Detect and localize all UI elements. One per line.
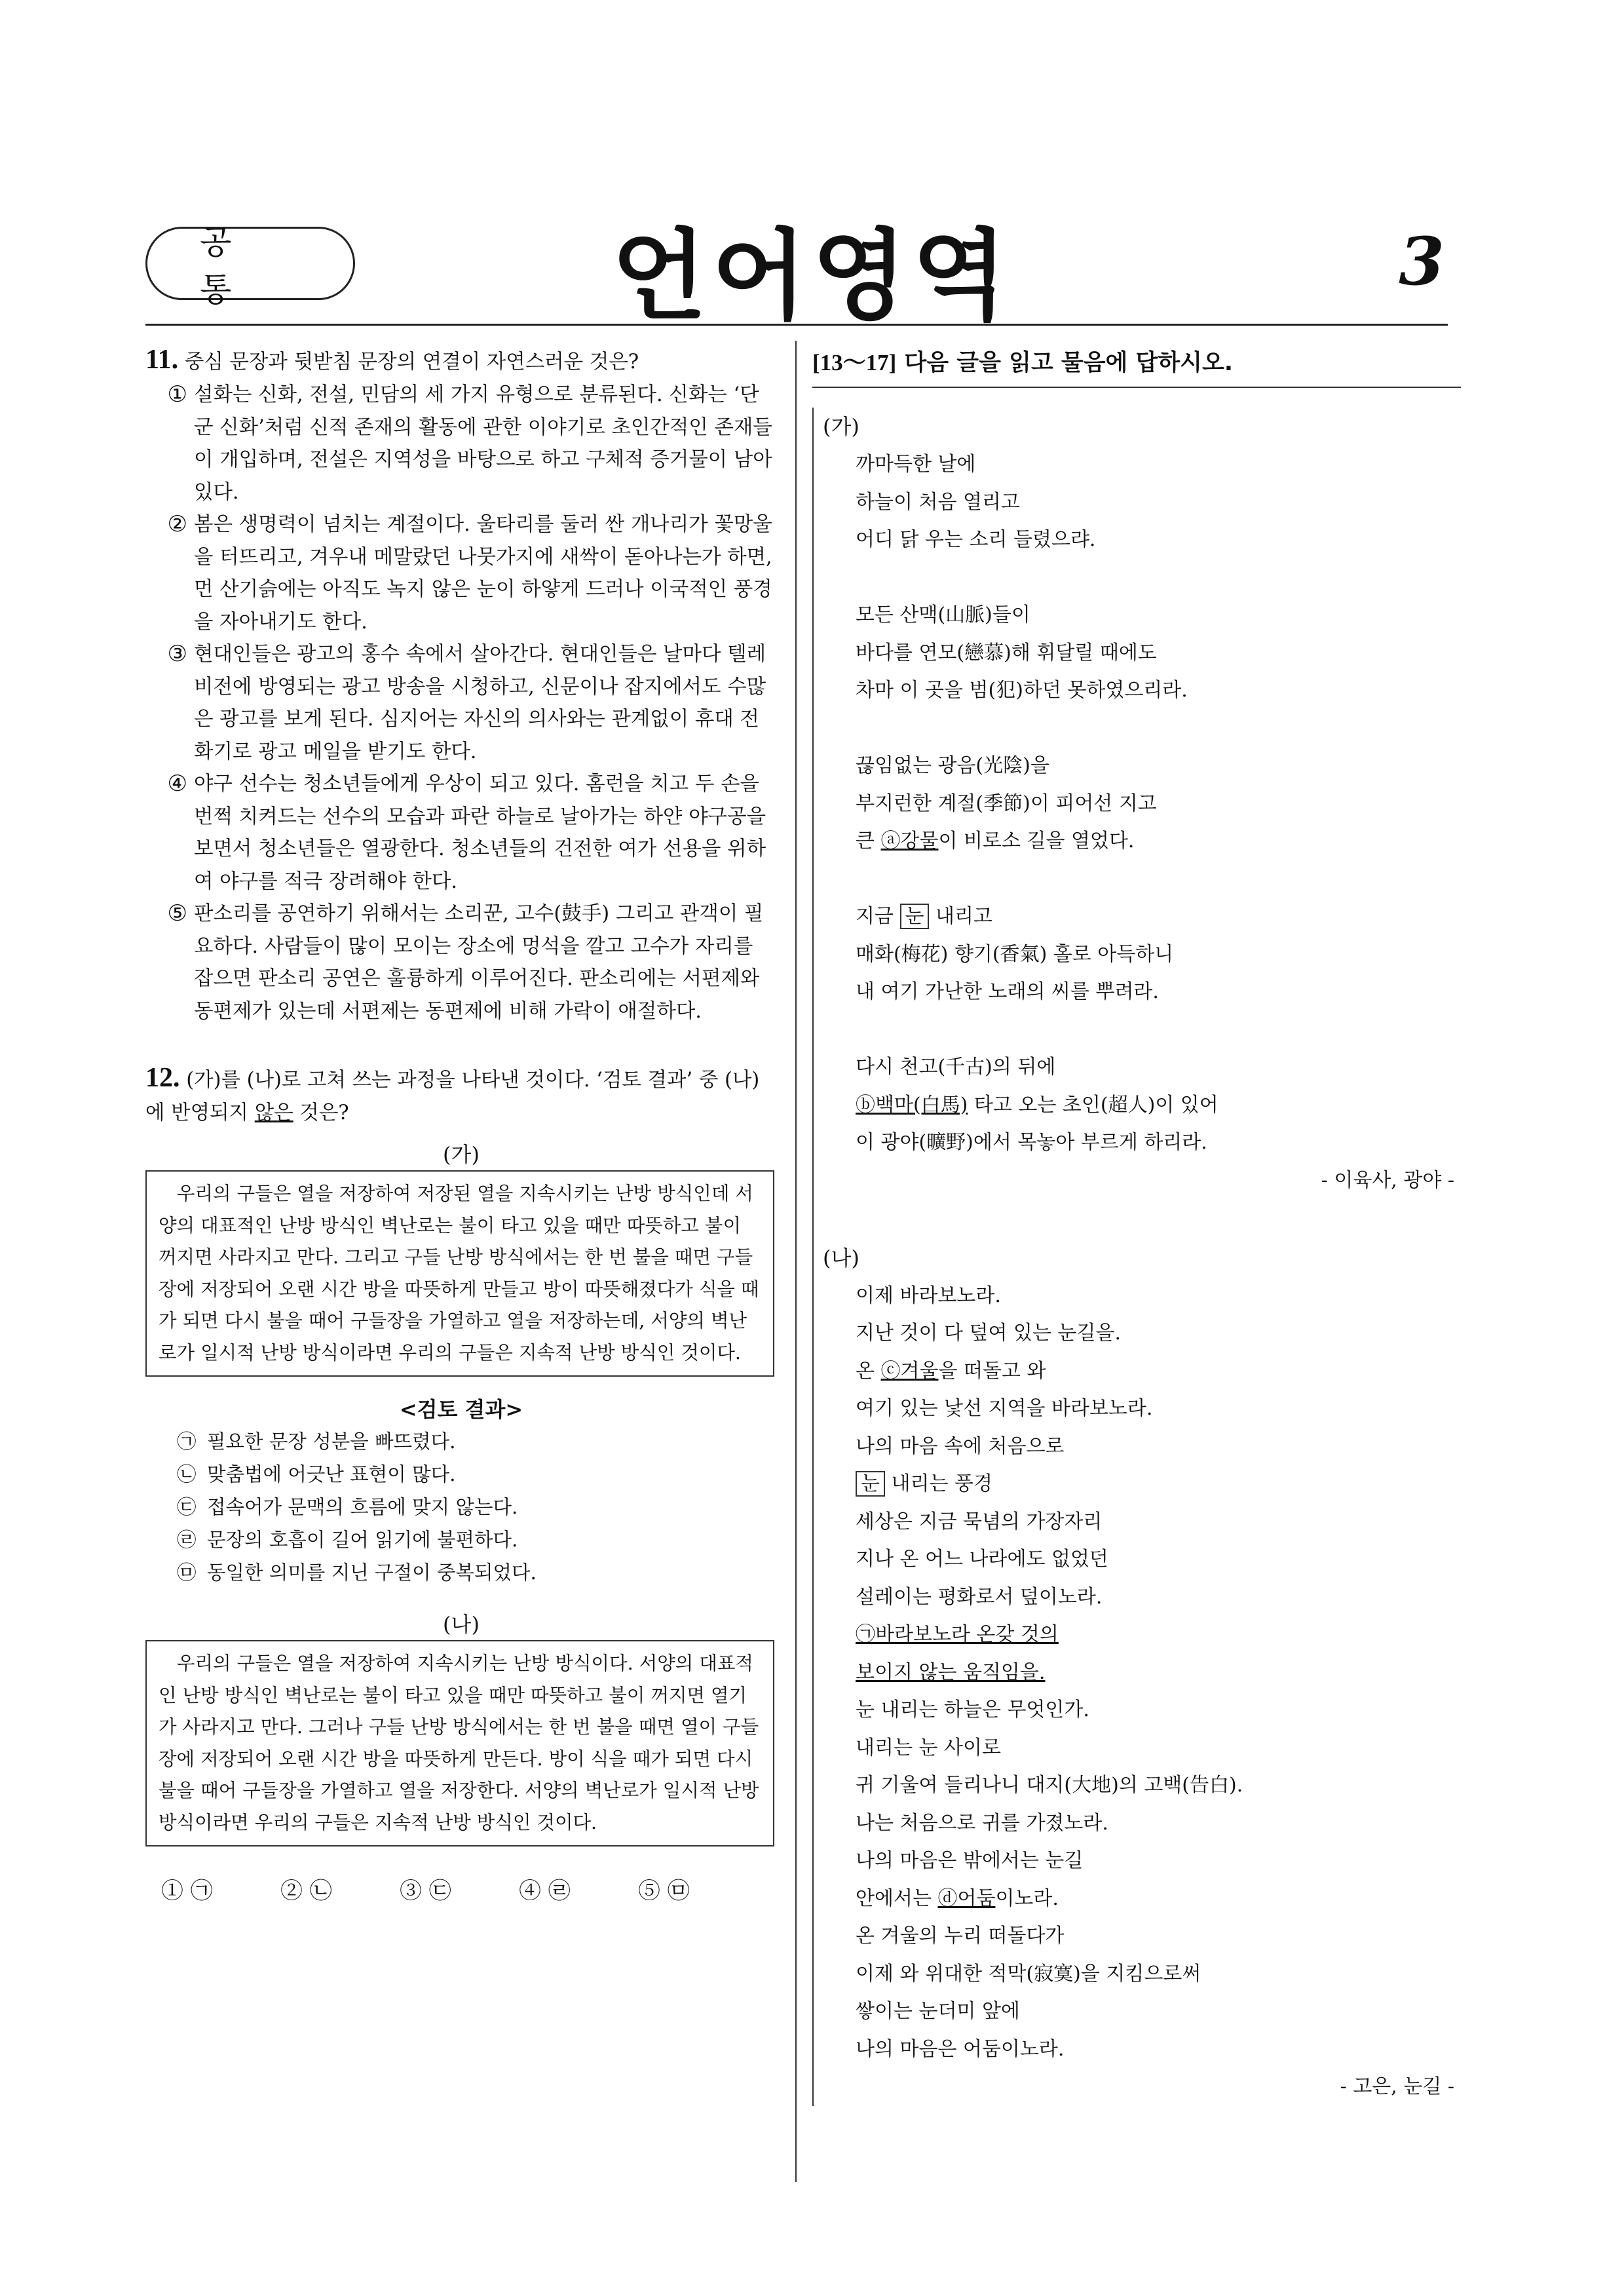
text-part: 온 (856, 1359, 881, 1383)
stanza-break (833, 710, 1461, 748)
boxed-word-snow: 눈 (856, 1471, 885, 1497)
answer-option-2[interactable]: ② ㉡ (280, 1878, 332, 1904)
poem-line: 이 광야(曠野)에서 목놓아 부르게 하리라. (856, 1131, 1207, 1154)
text-part: 이노라. (995, 1886, 1059, 1910)
section-gap (833, 1200, 1461, 1239)
poem-line (833, 1465, 1461, 1503)
poem-line: 설레이는 평화로서 덮이노라. (856, 1585, 1103, 1609)
choice-3[interactable] (145, 638, 777, 768)
instruction-range: [13～17] (812, 350, 897, 375)
poem-line: 나의 마음 속에 처음으로 (856, 1434, 1065, 1458)
right-column (812, 343, 1461, 2106)
poem-line (833, 1352, 1461, 1390)
marked-word-a: ⓐ강물 (880, 830, 939, 852)
question-number: 12. (145, 1063, 180, 1093)
poem-line: 바다를 연모(戀慕)해 휘달릴 때에도 (856, 641, 1157, 664)
choice-text: 야구 선수는 청소년들에게 우상이 되고 있다. 홈런을 치고 두 손을 번쩍 치켜드는 선수의 모습과 파란 하늘로 날아가는 하얀 야구공을 보면서 청소년들은 열광한다. 청소년들의 건전한 여가 선용을 위하여 야구를 적극 장려해야 한다. (194, 773, 766, 893)
text-part: 큰 (856, 830, 881, 852)
poem-line: 세상은 지금 묵념의 가장자리 (856, 1510, 1103, 1533)
choice-text: 판소리를 공연하기 위해서는 소리꾼, 고수(鼓手) 그리고 관객이 필요하다. 사람들이 많이 모이는 장소에 멍석을 깔고 고수가 자리를 잡으면 판소리 공연은 훌륭하게 이루어진다. 판소리에는 서편제와 동편제가 있는데 서편제는 동편제에 비해 가락이 애절하다. (194, 902, 764, 1023)
poem-label-na: (나) (823, 1245, 859, 1271)
choice-mark: ④ (167, 771, 187, 797)
review-item (177, 1523, 777, 1556)
boxed-word-snow: 눈 (900, 904, 930, 929)
answer-option-4[interactable]: ④ ㉣ (519, 1878, 571, 1904)
review-mark: ㉢ (177, 1496, 197, 1518)
answer-option-1[interactable]: ① ㉠ (161, 1878, 213, 1904)
poem-line: 지나 온 어느 나라에도 없었던 (856, 1548, 1108, 1571)
poem-line: 귀 기울여 들리나니 대지(大地)의 고백(告白). (856, 1774, 1243, 1797)
question-text-part: 것은? (293, 1101, 349, 1124)
choice-mark: ③ (167, 641, 187, 667)
choice-text: 봄은 생명력이 넘치는 계절이다. 울타리를 둘러 싼 개나리가 꽃망울을 터뜨리고, 겨우내 메말랐던 나뭇가지에 새싹이 돋아나는가 하면, 먼 산기슭에는 아직도 녹지 않은 눈이 하얗게 드러나 이국적인 풍경을 자아내기도 한다. (194, 513, 772, 634)
poem-line: 어디 닭 우는 소리 들렸으랴. (856, 528, 1096, 551)
review-text: 문장의 호흡이 길어 읽기에 불편하다. (207, 1529, 518, 1551)
review-title: <검토 결과> (399, 1397, 523, 1422)
page-number: 3 (1399, 223, 1445, 300)
question-11 (145, 343, 777, 1027)
poem-line: 이제 와 위대한 적막(寂寞)을 지킴으로써 (856, 1962, 1201, 1985)
poem-line: 끊임없는 광음(光陰)을 (856, 754, 1049, 777)
page-title: 언어영역 (611, 220, 1013, 334)
poem-line: 다시 천고(千古)의 뒤에 (856, 1056, 1056, 1079)
text-part: 내리는 풍경 (884, 1472, 992, 1495)
question-emphasis: 않은 (254, 1101, 293, 1124)
passage-label-ga: (가) (443, 1142, 480, 1167)
stanza-break (833, 1011, 1461, 1049)
review-mark: ㉤ (177, 1561, 197, 1584)
text-part: 안에서는 (856, 1886, 938, 1910)
poem-line: 온 겨울의 누리 떠돌다가 (856, 1924, 1065, 1947)
choice-mark: ⑤ (167, 900, 187, 927)
question-text: 중심 문장과 뒷받침 문장의 연결이 자연스러운 것은? (184, 351, 639, 373)
text-part: 을 떠돌고 와 (938, 1359, 1046, 1383)
poem-line: 내 여기 가난한 노래의 씨를 뿌려라. (856, 980, 1159, 1003)
stanza-break (833, 559, 1461, 597)
review-mark: ㉠ (177, 1430, 197, 1453)
poem-line: 나는 처음으로 귀를 가졌노라. (856, 1811, 1108, 1835)
poem-passage (812, 408, 1461, 2106)
passage-label-na: (나) (443, 1612, 480, 1637)
text-part: 이 비로소 길을 열었다. (938, 830, 1135, 852)
choice-list (145, 379, 777, 1027)
text-part: 타고 오는 초인(超人)이 있어 (968, 1093, 1218, 1117)
poem-line: 모든 산맥(山脈)들이 (856, 603, 1030, 626)
poem-line: 이제 바라보노라. (856, 1284, 1001, 1307)
poem-line: 나의 마음은 어둠이노라. (856, 2037, 1065, 2061)
poem-author-ga: - 이육사, 광야 - (1321, 1168, 1454, 1192)
poem-line: 매화(梅花) 향기(香氣) 홀로 아득하니 (856, 942, 1174, 966)
poem-line: 부지런한 계절(季節)이 피어선 지고 (856, 792, 1157, 815)
stanza-break (833, 860, 1461, 898)
review-item (177, 1556, 777, 1589)
choice-text: 현대인들은 광고의 홍수 속에서 살아간다. 현대인들은 날마다 텔레비전에 방영되는 광고 방송을 시청하고, 신문이나 잡지에서도 수많은 광고를 보게 된다. 심지어는 자신의 의사와는 관계없이 휴대 전화기로 광고 메일을 받기도 한다. (194, 643, 766, 763)
choice-5[interactable] (145, 898, 777, 1027)
review-item (177, 1491, 777, 1523)
choice-mark: ② (167, 511, 187, 537)
choice-2[interactable] (145, 508, 777, 638)
poem-line: 차마 이 곳을 범(犯)하던 못하였으리라. (856, 679, 1188, 702)
passage-box-ga (145, 1170, 774, 1377)
passage-text: 우리의 구들은 열을 저장하여 지속시키는 난방 방식이다. 서양의 대표적인 난방 방식인 벽난로는 불이 타고 있을 때만 따뜻하고 불이 꺼지면 열기가 사라지고 만다. 그러나 구들 난방 방식에서는 한 번 불을 때면 열이 구들장에 저장되어 오랜 시간 방을 따뜻하게 만든다. 방이 식을 때가 되면 다시 불을 때어 구들장을 가열하고 열을 저장한다. 서양의 벽난로가 일시적 난방 방식이라면 우리의 구들은 지속적 난방 방식인 것이다. (159, 1653, 759, 1833)
question-12 (145, 1062, 777, 1905)
passage-box-na (145, 1640, 774, 1846)
review-list (145, 1425, 777, 1589)
poem-line (833, 1654, 1461, 1692)
choice-4[interactable] (145, 768, 777, 898)
poem-line: 지난 것이 다 덮여 있는 눈길을. (856, 1322, 1121, 1345)
review-text: 맞춤법에 어긋난 표현이 많다. (207, 1463, 456, 1485)
passage-text: 우리의 구들은 열을 저장하여 저장된 열을 지속시키는 난방 방식인데 서양의 대표적인 난방 방식인 벽난로는 불이 타고 있을 때만 따뜻하고 불이 꺼지면 사라지고 만다. 그리고 구들 난방 방식에서는 한 번 불을 때면 구들장에 저장되어 오랜 시간 방을 따뜻하게 만들고 방이 따뜻해졌다가 식을 때가 되면 다시 불을 때어 구들장을 가열하고 열을 저장하는데, 서양의 벽난로가 일시적 난방 방식이라면 우리의 구들은 지속적 난방 방식인 것이다. (159, 1183, 759, 1364)
header-rule (145, 324, 1448, 326)
poem-line (833, 1616, 1461, 1654)
poem-line (833, 898, 1461, 936)
poem-line: 내리는 눈 사이로 (856, 1736, 1001, 1759)
poem-line: 쌓이는 눈더미 앞에 (856, 2000, 1020, 2023)
review-item (177, 1458, 777, 1491)
underlined-phrase: 보이지 않는 움직임을. (856, 1660, 1046, 1684)
poem-line: 여기 있는 낯선 지역을 바라보노라. (856, 1397, 1153, 1420)
review-text: 접속어가 문맥의 흐름에 맞지 않는다. (207, 1496, 518, 1518)
poem-line (833, 1086, 1461, 1124)
instruction-text: 다음 글을 읽고 물음에 답하시오. (896, 350, 1234, 376)
section-badge: 공 통 (145, 227, 355, 300)
poem-line: 나의 마음은 밖에서는 눈길 (856, 1849, 1084, 1872)
review-mark: ㉣ (177, 1529, 197, 1551)
instruction (812, 343, 1461, 388)
marked-word-b: ⓑ백마(白馬) (856, 1093, 968, 1117)
underlined-phrase: ㉠바라보노라 온갖 것의 (856, 1623, 1059, 1646)
poem-author-na: - 고은, 눈길 - (1340, 2075, 1454, 2098)
poem-line (833, 822, 1461, 860)
question-number: 11. (145, 345, 179, 375)
marked-word-d: ⓓ어둠 (937, 1886, 996, 1910)
column-divider (795, 341, 797, 2182)
answer-option-3[interactable]: ③ ㉢ (400, 1878, 451, 1904)
left-column (145, 343, 777, 1905)
question-text-part: (가)를 (나)로 고쳐 쓰는 과정을 나타낸 것이다. ‘검토 결과’ 중 (나)에 반영되지 (145, 1069, 760, 1124)
poem-line: 눈 내리는 하늘은 무엇인가. (856, 1698, 1089, 1721)
choice-text: 설화는 신화, 전설, 민담의 세 가지 유형으로 분류된다. 신화는 ‘단군 신화’처럼 신적 존재의 활동에 관한 이야기로 초인간적인 존재들이 개입하며, 전설은 지역성을 바탕으로 하고 구체적 증거물이 남아 있다. (194, 383, 772, 504)
poem-line: 까마득한 날에 (856, 453, 976, 476)
text-part: 지금 (856, 905, 900, 928)
poem-line (833, 1880, 1461, 1918)
review-text: 필요한 문장 성분을 빠뜨렸다. (207, 1430, 456, 1453)
review-mark: ㉡ (177, 1463, 197, 1485)
answer-option-5[interactable]: ⑤ ㉤ (638, 1878, 690, 1904)
text-part: 내리고 (929, 905, 992, 928)
review-text: 동일한 의미를 지닌 구절이 중복되었다. (207, 1561, 537, 1584)
marked-word-c: ⓒ겨울 (880, 1359, 939, 1383)
poem-label-ga: (가) (823, 414, 859, 439)
review-item (177, 1425, 777, 1458)
poem-line: 하늘이 처음 열리고 (856, 490, 1020, 514)
choice-1[interactable] (145, 379, 777, 508)
answer-options (145, 1873, 777, 1905)
choice-mark: ① (167, 381, 187, 408)
